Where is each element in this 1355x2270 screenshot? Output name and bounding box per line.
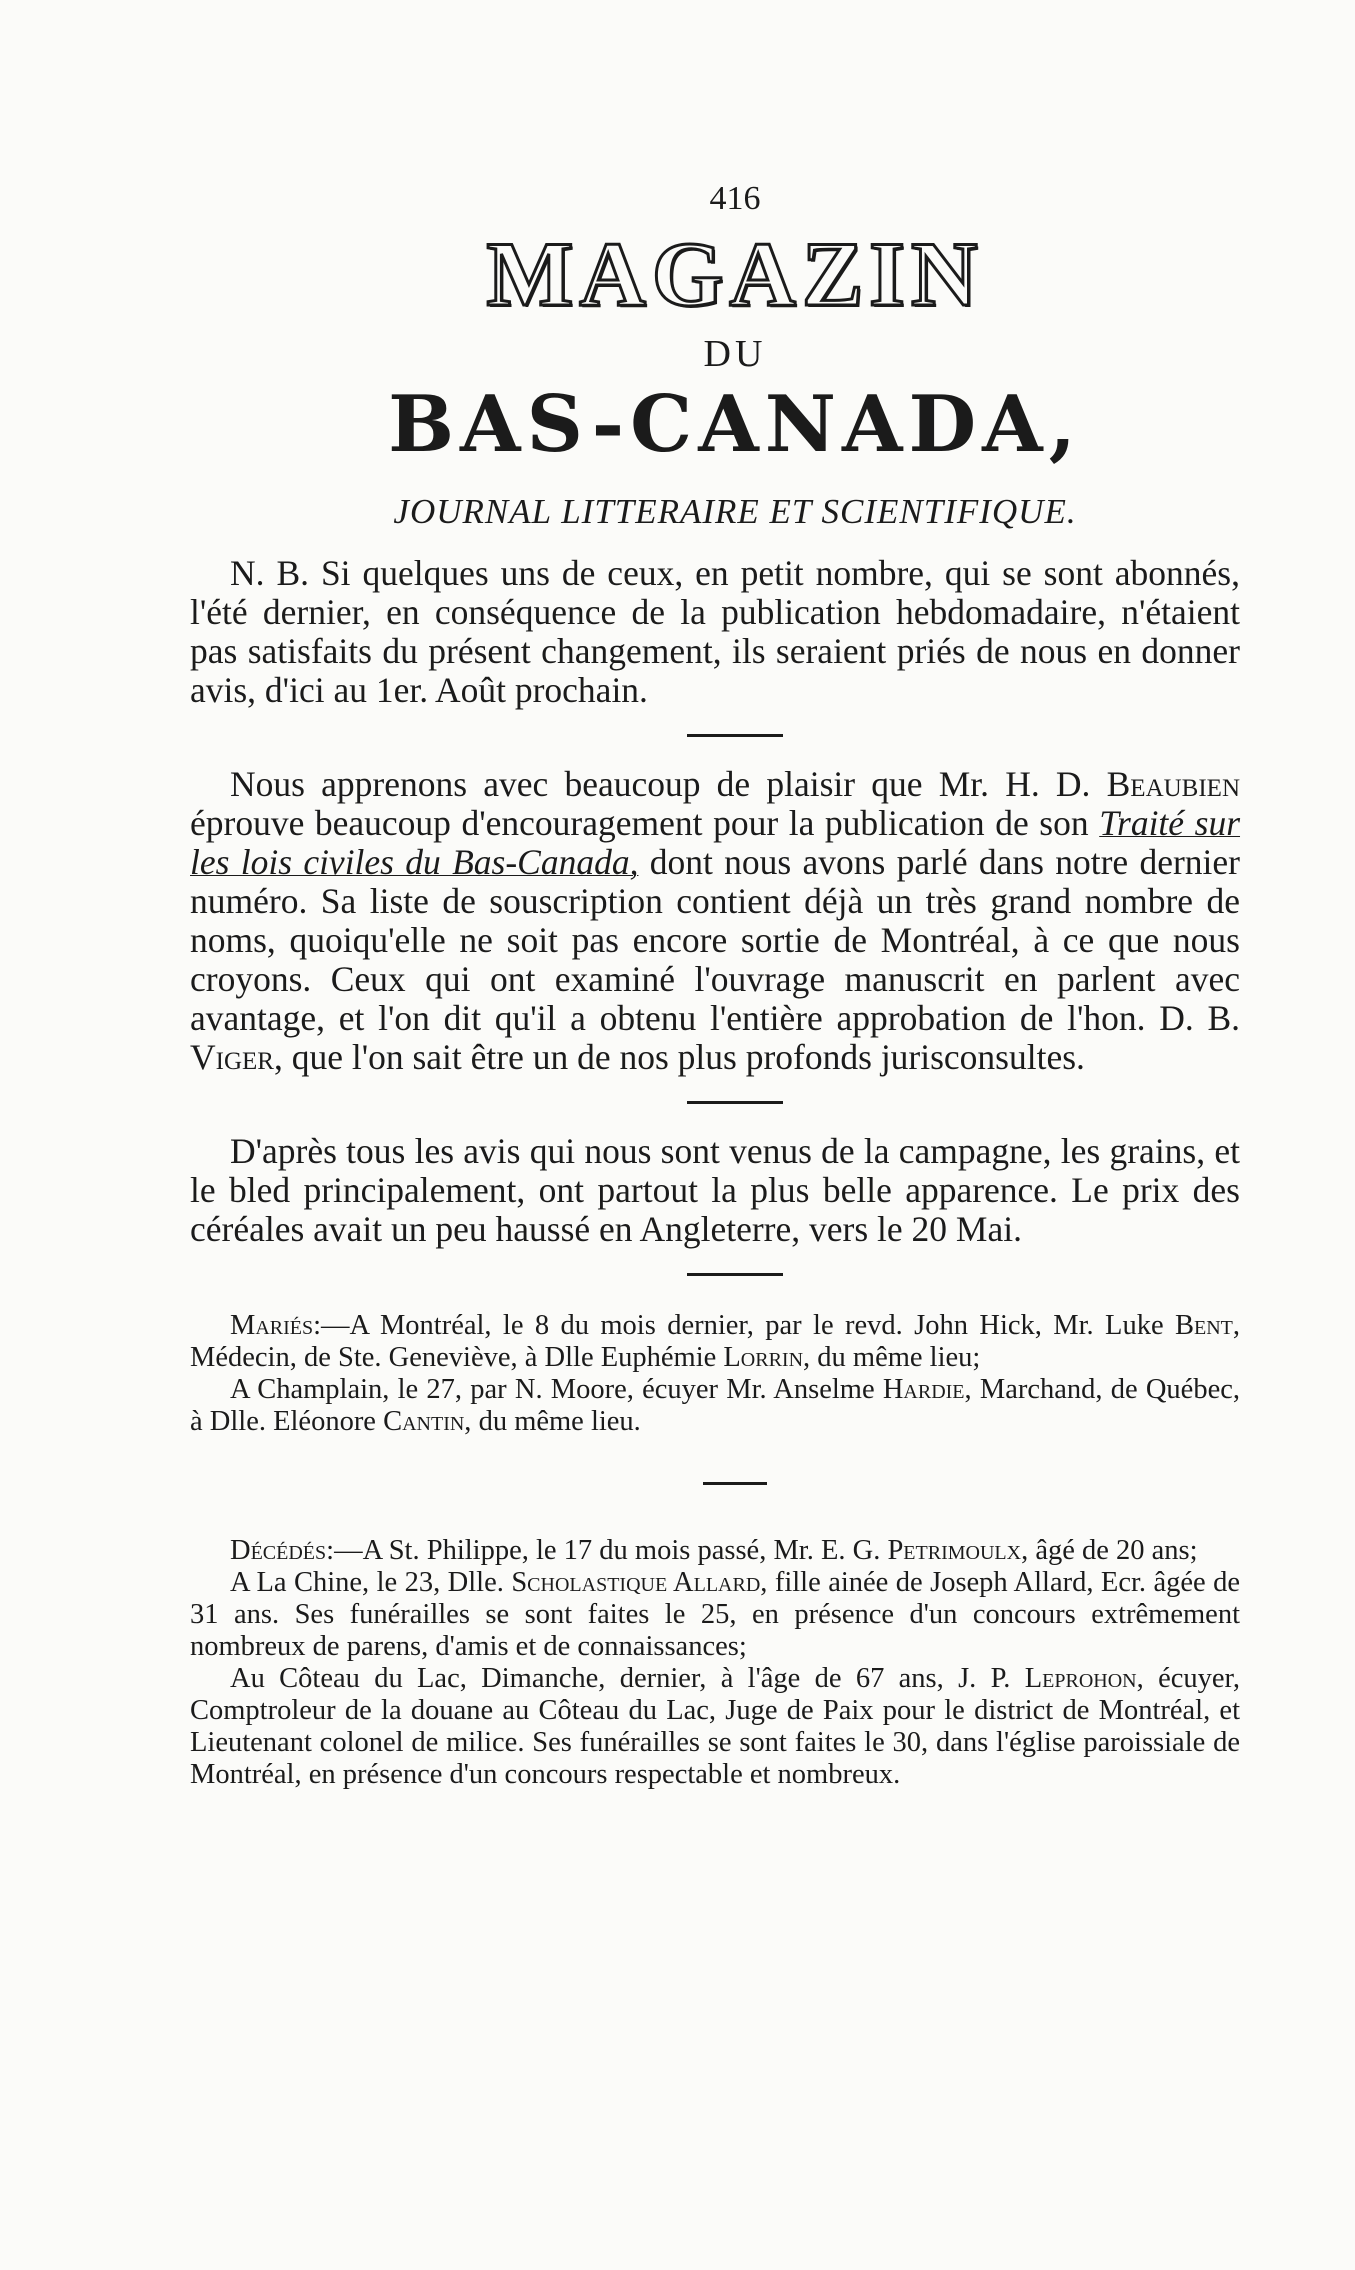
hardie-name: Hardie, (882, 1374, 972, 1405)
marriages-text-1a: —A Montréal, le 8 du mois dernier, par le revd. John Hick, Mr. Luke (321, 1310, 1164, 1341)
beaubien-text-4: que l'on sait être un de nos plus profonds jurisconsultes. (291, 1037, 1085, 1077)
document-page (190, 180, 1240, 1791)
beaubien-article (190, 765, 1240, 1077)
marriages-text-1c: du même lieu; (817, 1342, 981, 1373)
page-number: 416 (709, 180, 761, 217)
lorrin-name: Lorrin, (723, 1342, 811, 1373)
marriages-text-1b: Médecin, de Ste. Geneviève, à Dlle Euphémie (190, 1342, 717, 1373)
deaths-entry-3 (190, 1663, 1240, 1791)
deaths-text-3a: Au Côteau du Lac, Dimanche, dernier, à l'âge de 67 ans, J. P. (230, 1663, 1011, 1694)
deaths-text-1b: âgé de 20 ans; (1035, 1535, 1198, 1566)
section-divider (687, 1273, 783, 1276)
deaths-text-2b: fille ainée de Joseph Allard, Ecr. âgée de 31 ans. Ses funérailles se sont faites le 25, en présence d'un concours extrêmement nombreux de parens, d'amis et de connaissances; (190, 1567, 1241, 1662)
marriages-entry-1 (190, 1310, 1240, 1374)
masthead-title: MAGAZIN (486, 223, 984, 325)
petrimoulx-name: Petrimoulx, (887, 1535, 1029, 1566)
deaths-text-1a: —A St. Philippe, le 17 du mois passé, Mr. E. G. (334, 1535, 881, 1566)
beaubien-text-3: dont nous avons parlé dans notre dernier numéro. Sa liste de souscription contient déjà un très grand nombre de noms, quoiqu'elle ne soit pas encore sortie de Montréal, à ce que nous croyons. Ceux qui ont examiné l'ouvrage manuscrit en parlent avec avantage, et l'on dit qu'il a obtenu l'entière approbation de l'hon. D. B. (190, 842, 1240, 1038)
deaths-entry-1 (190, 1535, 1240, 1567)
beaubien-text-1: Nous apprenons avec beaucoup de plaisir que Mr. H. D. (230, 764, 1091, 804)
allard-name: Scholastique Allard, (511, 1567, 768, 1598)
cantin-name: Cantin, (383, 1406, 472, 1437)
marriages-entry-2 (190, 1374, 1240, 1438)
beaubien-work-title: Traité sur les lois civiles du Bas-Canada, (190, 803, 1241, 882)
masthead-tagline: JOURNAL LITTERAIRE ET SCIENTIFIQUE. (393, 492, 1077, 531)
deaths-text-2a: A La Chine, le 23, Dlle. (230, 1567, 504, 1598)
section-divider (687, 734, 783, 737)
nb-notice: N. B. Si quelques uns de ceux, en petit nombre, qui se sont abonnés, l'été dernier, en conséquence de la publication hebdomadaire, n'étaient pas satisfaits du présent changement, ils seraient priés de nous en donner avis, d'ici au 1er. Août prochain. (190, 553, 1240, 710)
marriages-text-2a: A Champlain, le 27, par N. Moore, écuyer Mr. Anselme (230, 1374, 875, 1405)
crops-article: D'après tous les avis qui nous sont venus de la campagne, les grains, et le bled principalement, ont partout la plus belle apparence. Le prix des céréales avait un peu haussé en Angleterre, vers le 20 Mai. (190, 1131, 1240, 1249)
marriages-text-2c: du même lieu. (478, 1406, 641, 1437)
deaths-entry-2 (190, 1567, 1240, 1663)
viger-name: Viger, (190, 1037, 283, 1077)
section-divider (687, 1101, 783, 1104)
section-divider (703, 1482, 767, 1485)
deaths-label: Décédés: (230, 1535, 335, 1566)
marriages-label: Mariés: (230, 1310, 322, 1341)
marriages-text-2b: Marchand, de Québec, à Dlle. Eléonore (190, 1374, 1241, 1437)
bent-name: Bent, (1175, 1310, 1241, 1341)
deaths-text-3b: écuyer, Comptroleur de la douane au Côteau du Lac, Juge de Paix pour le district de Montréal, et Lieutenant colonel de milice. Ses funérailles se sont faites le 30, dans l'église paroissiale de Montréal, en présence d'un concours respectable et nombreux. (190, 1663, 1241, 1790)
beaubien-name: Beaubien (1106, 764, 1241, 804)
beaubien-text-2: éprouve beaucoup d'encouragement pour la publication de son (190, 803, 1089, 843)
masthead-du: DU (703, 333, 767, 375)
masthead-subtitle: BAS-CANADA, (388, 379, 1082, 470)
leprohon-name: Leprohon, (1024, 1663, 1144, 1694)
